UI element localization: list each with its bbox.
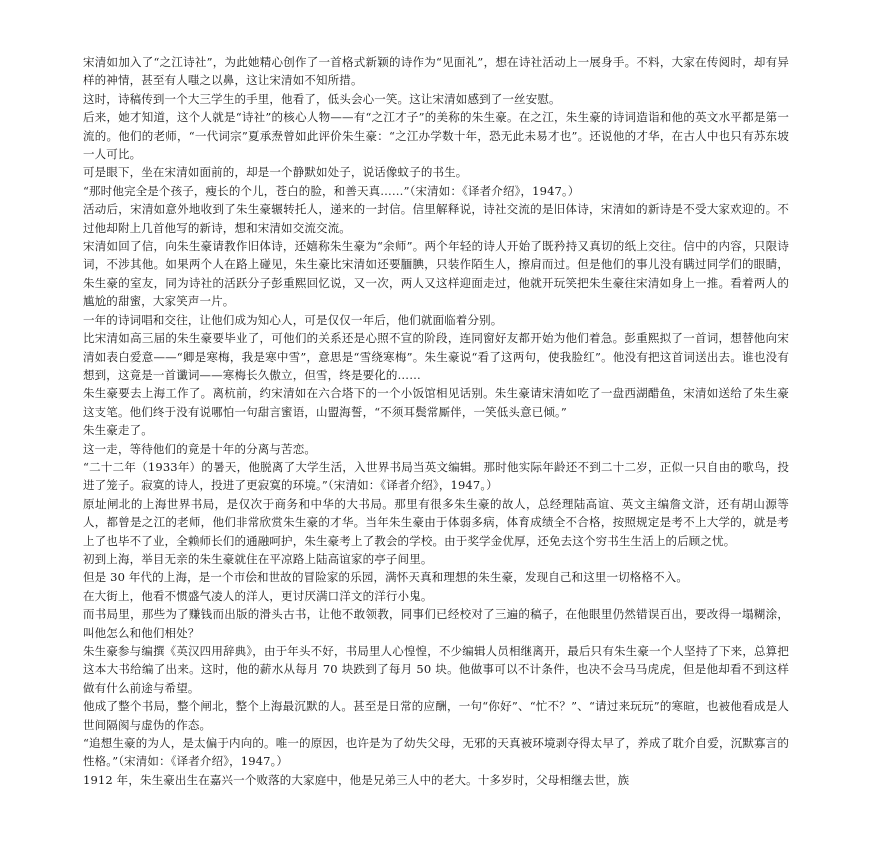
paragraph-manuscript-passed: 这时，诗稿传到一个大三学生的手里，他看了，低头会心一笑。这让宋清如感到了一丝安慰。 — [83, 91, 561, 106]
paragraph-dictionary: 朱生豪参与编撰《英汉四用辞典》，由于年头不好，书局里人心惶惶，不少编辑人员相继离开，最后只有朱生豪一个人坚持了下来，总算把这本大书给编了出来。这时，他的薪水从每月 70 块跌到了每月 50 块。他做事可以不计条件，也决不会马马虎虎，但是他却看不到这样做有什么前途与希望。 — [83, 644, 789, 695]
paragraph-he-left: 朱生豪走了。 — [83, 423, 153, 438]
paragraph-joining-poetry-club: 宋清如加入了“之江诗社”，为此她精心创作了一首格式新颖的诗作为“见面礼”，想在诗社活动上一展身手。不料，大家在传阅时，却有异样的神情，甚至有人嗤之以鼻，这让宋清如不知所措。 — [83, 55, 789, 88]
paragraph-zhu-shenghao-intro: 后来，她才知道，这个人就是“诗社”的核心人物——有“之江才子”的美称的朱生豪。在之江，朱生豪的诗词造诣和他的英文水平都是第一流的。他们的老师，“一代词宗”夏承焘曾如此评价朱生豪：“之江办学数十年，恐无此未易才也”。还说他的才华，在古人中也只有苏东坡一人可比。 — [83, 110, 789, 162]
paragraph-silent-man: 他成了整个书局，整个闸北，整个上海最沉默的人。甚至是日常的应酬，一句“你好”、“忙不？”、“请过来玩玩”的寒暄，也被他看成是人世间隔阂与虚伪的作态。 — [83, 699, 789, 732]
paragraph-one-year: 一年的诗词唱和交往，让他们成为知心人，可是仅仅一年后，他们就面临着分别。 — [83, 312, 503, 327]
paragraph-quote-1933: “二十二年（1933年）的暑天，他脱离了大学生活，入世界书局当英文编辑。那时他实际年龄还不到二十二岁，正似一只自由的歌鸟，投进了笼子。寂寞的诗人，投进了更寂寞的环境。”（宋清如：《译者介绍》，1947。） — [83, 459, 789, 493]
paragraph-paper-correspondence: 宋清如回了信，向朱生豪请教作旧体诗，还嬉称朱生豪为“余师”。两个年轻的诗人开始了既矜持又真切的纸上交往。信中的内容，只限诗词，不涉其他。如果两个人在路上碰见，朱生豪比宋清如还要腼腆，只装作陌生人，擦肩而过。但是他们的事儿没有瞒过同学们的眼睛，朱生豪的室友，同为诗社的活跃分子彭重熙回忆说，又一次，两人又这样迎面走过，他就开玩笑把朱生豪往宋清如身上一推。看着两人的尴尬的甜蜜，大家笑声一片。 — [83, 239, 789, 309]
paragraph-shanghai-1930s: 但是 30 年代的上海，是一个市侩和世故的冒险家的乐园，满怀天真和理想的朱生豪，发现自己和这里一切格格不入。 — [83, 570, 689, 585]
paragraph-quote-child: “那时他完全是个孩子，瘦长的个儿，苍白的脸，和善天真……”（宋清如：《译者介绍》，1947。） — [83, 183, 580, 198]
paragraph-graduation-poem: 比宋清如高三届的朱生豪要毕业了，可他们的关系还是心照不宣的阶段，连同窗好友都开始为他们着急。彭重熙拟了一首词，想替他向宋清如表白爱意——“卿是寒梅，我是寒中雪”，意思是“雪绕寒梅”。朱生豪说“看了这两句，使我脸红”。他没有把这首词送出去。谁也没有想到，这竟是一首谶词——寒梅长久傲立，但雪，终是要化的…… — [83, 331, 789, 382]
document-page — [83, 53, 789, 789]
paragraph-received-letter: 活动后，宋清如意外地收到了朱生豪辗转托人，递来的一封信。信里解释说，诗社交流的是旧体诗，宋清如的新诗是不受大家欢迎的。不过他却附上几首他写的新诗，想和宋清如交流交流。 — [83, 202, 789, 235]
paragraph-arrival-shanghai: 初到上海，举目无亲的朱生豪就住在平凉路上陆高谊家的亭子间里。 — [83, 551, 433, 566]
paragraph-farewell: 朱生豪要去上海工作了。离杭前，约宋清如在六合塔下的一个小饭馆相见话别。朱生豪请宋清如吃了一盘西湖醋鱼，宋清如送给了朱生豪这支笔。他们终于没有说哪怕一句甜言蜜语，山盟海誓，“不须耳鬓常厮伴，一笑低头意已倾。” — [83, 386, 789, 419]
paragraph-quote-introverted: “追想生豪的为人，是太偏于内向的。唯一的原因，也许是为了幼失父母，无邪的天真被环境剥夺得太早了，养成了耽介自爱，沉默寡言的性格。”（宋清如：《译者介绍》，1947。） — [83, 736, 789, 769]
paragraph-quiet-scholar: 可是眼下，坐在宋清如面前的，却是一个静默如处子，说话像蚊子的书生。 — [83, 165, 468, 180]
paragraph-bookstore-colleagues: 而书局里，那些为了赚钱而出版的滑头古书，让他不敢领教，同事们已经校对了三遍的稿子，在他眼里仍然错误百出，要改得一塌糊涂，叫他怎么和他们相处？ — [83, 607, 789, 640]
paragraph-street: 在大街上，他看不惯盛气凌人的洋人，更讨厌满口洋文的洋行小鬼。 — [83, 588, 433, 603]
paragraph-ten-years: 这一走，等待他们的竟是十年的分离与苦恋。 — [83, 441, 316, 456]
paragraph-birth-1912: 1912 年，朱生豪出生在嘉兴一个败落的大家庭中，他是兄弟三人中的老大。十多岁时，父母相继去世，族 — [83, 772, 630, 787]
paragraph-world-bookstore: 原址闸北的上海世界书局，是仅次于商务和中华的大书局。那里有很多朱生豪的故人，总经理陆高谊、英文主编詹文浒，还有胡山源等人，都曾是之江的老师，他们非常欣赏朱生豪的才华。当年朱生豪由于体弱多病，体育成绩全不合格，按照规定是考不上大学的，就是考上了也毕不了业，全赖师长们的通融呵护，朱生豪考上了教会的学校。由于奖学金优厚，还免去这个穷书生生活上的后顾之忧。 — [83, 496, 789, 548]
